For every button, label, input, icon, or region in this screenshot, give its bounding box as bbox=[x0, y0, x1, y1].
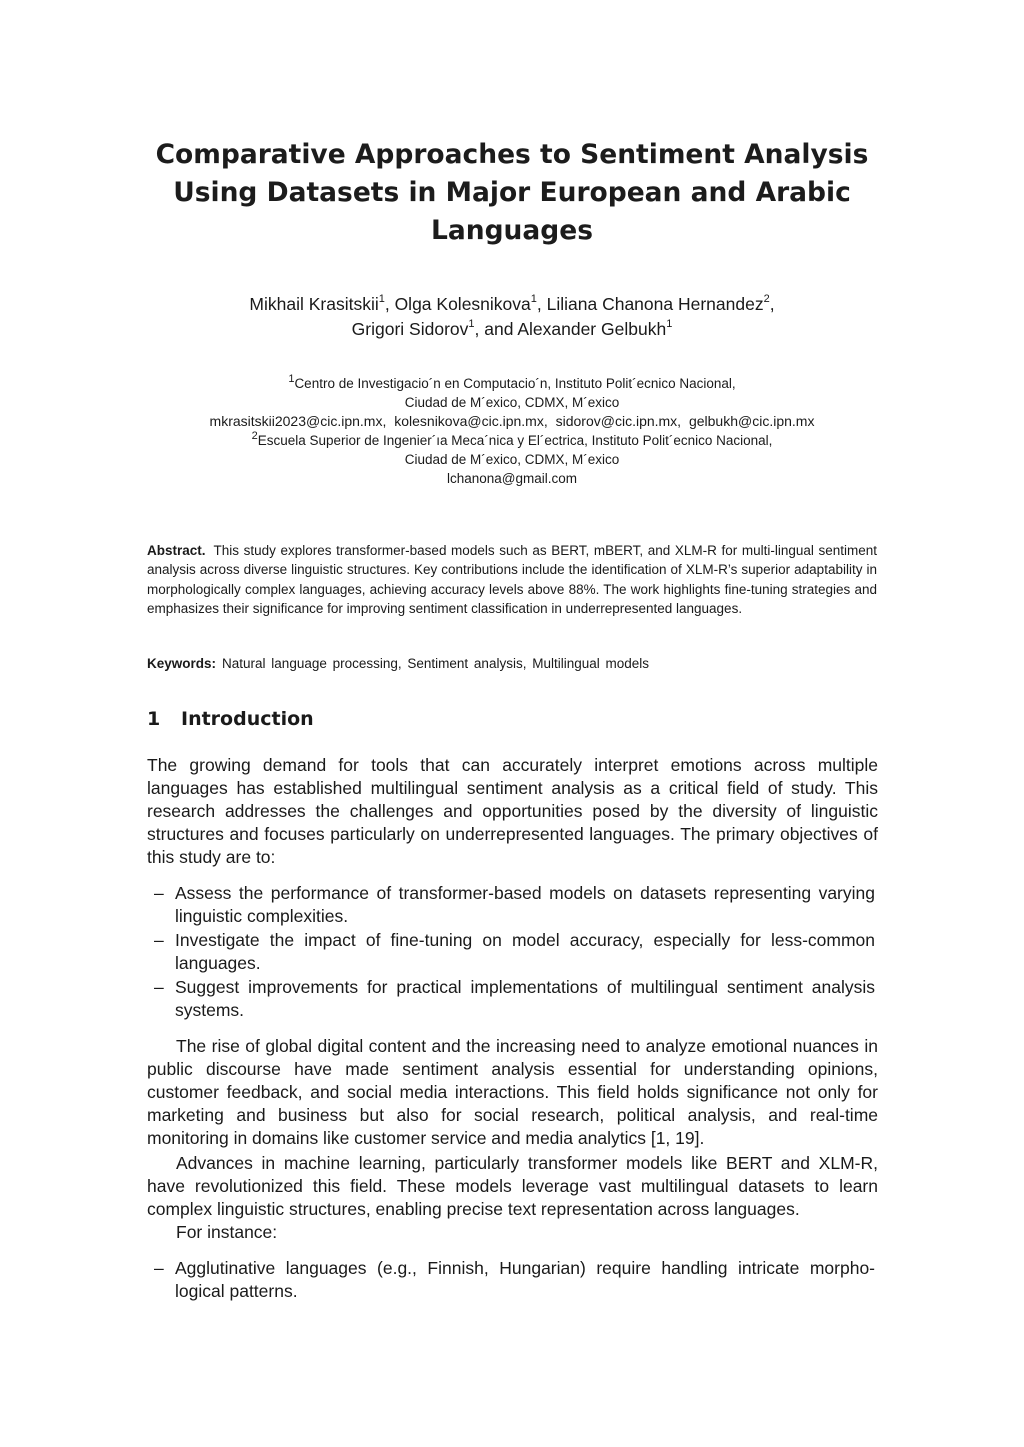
keywords-text: Natural language processing, Sentiment analysis, Multilingual models bbox=[222, 656, 650, 671]
author-name: , Liliana Chanona Hernandez bbox=[536, 294, 764, 314]
list-item-text: Suggest improvements for practical implementations of multilingual sentiment analysis systems. bbox=[175, 976, 875, 1021]
abstract bbox=[147, 541, 877, 619]
author-name: Mikhail Krasitskii bbox=[249, 294, 379, 314]
bullet-dash: – bbox=[154, 883, 164, 903]
affiliation-2-email[interactable]: lchanona@gmail.com bbox=[446, 471, 578, 486]
title-line: Languages bbox=[430, 215, 594, 246]
affiliation-2-name: Escuela Superior de Ingenier´ıa Meca´nica y El´ectrica, Instituto Polit´ecnico Nacional, bbox=[257, 433, 773, 448]
author-affiliation-mark: 1 bbox=[530, 293, 537, 306]
author-name: Grigori Sidorov bbox=[351, 319, 469, 339]
keywords-label: Keywords: bbox=[147, 656, 217, 671]
section-number: 1 bbox=[147, 708, 161, 730]
list-item bbox=[147, 882, 875, 929]
affiliation-1-line bbox=[100, 374, 924, 393]
list-item bbox=[147, 1257, 875, 1304]
affiliation-mark: 1 bbox=[288, 372, 295, 385]
paper-title bbox=[120, 136, 904, 250]
list-item-text: Assess the performance of transformer-based models on datasets representing varying linguistic complexities. bbox=[175, 883, 875, 927]
bullet-dash: – bbox=[154, 929, 164, 950]
title-line: Using Datasets in Major European and Arabic bbox=[173, 177, 851, 208]
author-affiliation-mark: 1 bbox=[378, 293, 385, 306]
abstract-label: Abstract. bbox=[147, 543, 206, 558]
author-line bbox=[120, 317, 904, 342]
affiliation-2-line bbox=[100, 431, 924, 450]
list-item-text: Agglutinative languages (e.g., Finnish, Hungarian) require handling intricate morpho-logical patterns. bbox=[175, 1258, 875, 1302]
section-heading bbox=[147, 708, 314, 730]
author-affiliation-mark: 1 bbox=[666, 318, 673, 331]
affiliation-mark: 2 bbox=[251, 429, 258, 442]
author-separator: , bbox=[769, 294, 775, 314]
section-title: Introduction bbox=[181, 708, 314, 730]
keywords bbox=[147, 654, 877, 673]
bullet-dash: – bbox=[154, 1258, 164, 1278]
body-paragraph: The rise of global digital content and the increasing need to analyze emotional nuances in public discourse have made sentiment analysis essential for understanding opinions, customer feedback, and social media interactions. This field holds significance not only for marketing and business but also for social research, political analysis, and real-time monitoring in domains like customer service and media analytics [1, 19]. bbox=[147, 1036, 878, 1148]
bullet-dash: – bbox=[154, 976, 164, 997]
affiliations bbox=[100, 374, 924, 488]
instances-list bbox=[147, 1257, 875, 1304]
body-paragraph: Advances in machine learning, particularly transformer models like BERT and XLM-R, have revolutionized this field. These models leverage vast multilingual datasets to learn complex linguistic structures, enabling precise text representation across languages. bbox=[147, 1153, 878, 1219]
affiliation-1-name: Centro de Investigacio´n en Computacio´n, Instituto Polit´ecnico Nacional, bbox=[294, 376, 736, 391]
author-list bbox=[120, 292, 904, 342]
affiliation-1-location: Ciudad de M´exico, CDMX, M´exico bbox=[404, 395, 620, 410]
abstract-text: This study explores transformer-based models such as BERT, mBERT, and XLM-R for multi-lingual sentiment analysis across diverse linguistic structures. Key contributions include the identification of XLM-R’s superior adaptability in morphologically complex languages, achieving accuracy levels above 88%. The work highlights fine-tuning strategies and emphasizes their significance for improving sentiment classification in underrepresented languages. bbox=[147, 543, 877, 617]
title-line: Comparative Approaches to Sentiment Analysis bbox=[155, 139, 869, 170]
affiliation-1-emails[interactable]: mkrasitskii2023@cic.ipn.mx, kolesnikova@cic.ipn.mx, sidorov@cic.ipn.mx, gelbukh@cic.ipn.mx bbox=[209, 413, 815, 429]
objectives-list bbox=[147, 882, 875, 1022]
list-item bbox=[147, 929, 875, 976]
intro-paragraph: The growing demand for tools that can accurately interpret emotions across multiple languages has established multilingual sentiment analysis as a critical field of study. This research addresses the challenges and opportunities posed by the diversity of linguistic structures and focuses particularly on underrepresented languages. The primary objectives of this study are to: bbox=[147, 755, 878, 867]
author-line bbox=[120, 292, 904, 317]
author-affiliation-mark: 1 bbox=[468, 318, 475, 331]
author-affiliation-mark: 2 bbox=[763, 293, 770, 306]
list-item-text: Investigate the impact of fine-tuning on model accuracy, especially for less-common languages. bbox=[175, 929, 875, 974]
list-item bbox=[147, 976, 875, 1023]
affiliation-2-location: Ciudad de M´exico, CDMX, M´exico bbox=[404, 452, 620, 467]
body-paragraph: For instance: bbox=[176, 1222, 278, 1242]
author-name: , and Alexander Gelbukh bbox=[474, 319, 667, 339]
author-name: , Olga Kolesnikova bbox=[384, 294, 531, 314]
